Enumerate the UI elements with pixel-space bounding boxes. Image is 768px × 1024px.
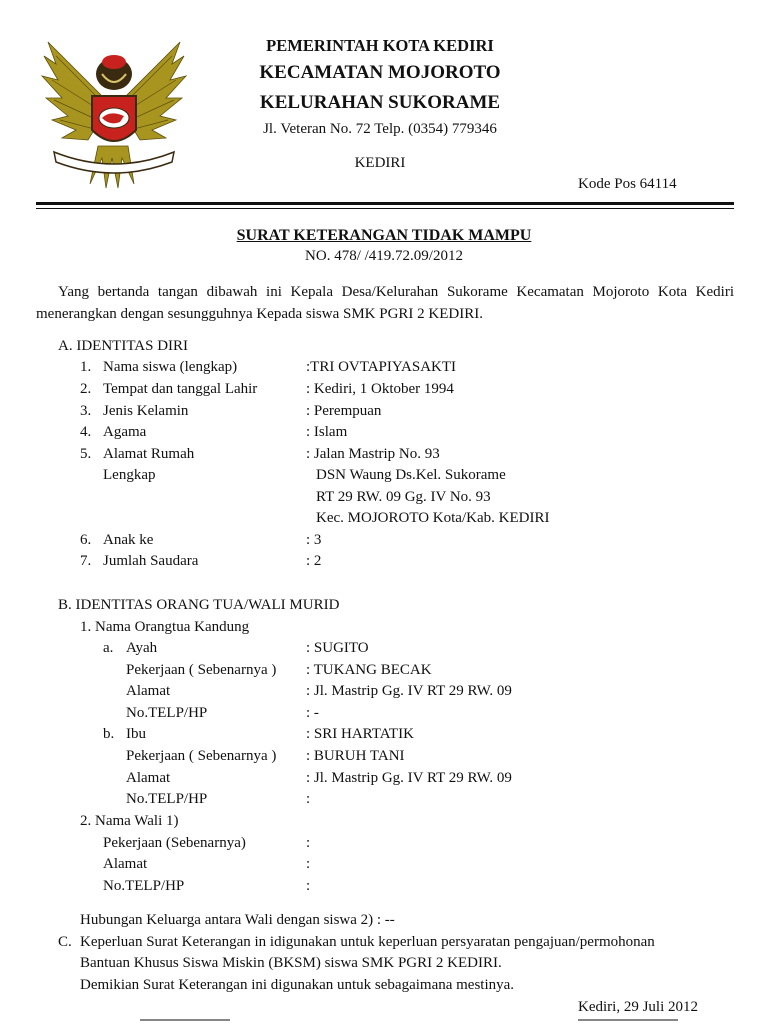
field-value: :	[306, 791, 311, 807]
field-value: : BURUH TANI	[306, 748, 405, 764]
field-label: Alamat	[103, 856, 148, 872]
field-label: Pekerjaan (Sebenarnya)	[103, 835, 246, 851]
letterhead-divider-thick	[36, 202, 734, 205]
district-heading: KECAMATAN MOJOROTO	[259, 62, 501, 83]
guardian-relation: Hubungan Keluarga antara Wali dengan siswa 2) : --	[80, 912, 395, 928]
field-label: Alamat	[126, 683, 171, 699]
field-label: Ibu	[126, 726, 146, 742]
field-value: : Jl. Mastrip Gg. IV RT 29 RW. 09	[306, 683, 512, 699]
section-b-heading: B. IDENTITAS ORANG TUA/WALI MURID	[58, 597, 340, 613]
field-value: : Perempuan	[306, 403, 382, 419]
item-marker: b.	[103, 726, 115, 742]
address-line: RT 29 RW. 09 Gg. IV No. 93	[316, 489, 491, 505]
field-label: Anak ke	[103, 532, 154, 548]
letter-number: NO. 478/ /419.72.09/2012	[305, 248, 463, 264]
field-label: No.TELP/HP	[126, 791, 208, 807]
office-address: Jl. Veteran No. 72 Telp. (0354) 779346	[263, 121, 497, 137]
field-value: : SRI HARTATIK	[306, 726, 414, 742]
field-value: : 3	[306, 532, 322, 548]
item-number: 7.	[80, 553, 92, 569]
address-line: Kec. MOJOROTO Kota/Kab. KEDIRI	[316, 510, 550, 526]
item-number: 2.	[80, 381, 92, 397]
cropped-signatory-title	[578, 1019, 678, 1024]
item-marker: a.	[103, 640, 114, 656]
intro-paragraph: Yang bertanda tangan dibawah ini Kepala Desa/Kelurahan Sukorame Kecamatan Mojoroto Kota Kediri menerangkan dengan sesungguhnya Kepada siswa SMK PGRI 2 KEDIRI.	[36, 284, 734, 322]
field-label: Ayah	[126, 640, 158, 656]
field-label: Alamat Rumah	[103, 446, 195, 462]
government-heading: PEMERINTAH KOTA KEDIRI	[266, 36, 494, 55]
cropped-signature-label	[140, 1019, 230, 1024]
section-c-line-2: Bantuan Khusus Siswa Miskin (BKSM) siswa SMK PGRI 2 KEDIRI.	[80, 955, 502, 971]
field-label: Lengkap	[103, 467, 156, 483]
field-value: :	[306, 856, 311, 872]
letterhead-divider-thin	[36, 208, 734, 209]
field-value: :	[306, 878, 311, 894]
field-label: Pekerjaan ( Sebenarnya )	[126, 662, 277, 678]
field-label: Alamat	[126, 770, 171, 786]
field-label: Agama	[103, 424, 147, 440]
field-value: : Jalan Mastrip No. 93	[306, 446, 440, 462]
postal-code: Kode Pos 64114	[578, 176, 677, 192]
section-c-marker: C.	[58, 934, 72, 950]
field-value: :	[306, 835, 311, 851]
letter-title: SURAT KETERANGAN TIDAK MAMPU	[236, 227, 532, 244]
section-c-line-1: Keperluan Surat Keterangan in idigunakan untuk keperluan persyaratan pengajuan/permohonan	[80, 934, 655, 950]
field-value: :TRI OVTAPIYASAKTI	[306, 359, 457, 375]
kediri-city-emblem-logo	[38, 34, 190, 194]
field-label: Jumlah Saudara	[103, 553, 199, 569]
item-number: 5.	[80, 446, 92, 462]
address-line: DSN Waung Ds.Kel. Sukorame	[316, 467, 506, 483]
guardian-heading: 2. Nama Wali 1)	[80, 813, 179, 829]
field-label: No.TELP/HP	[103, 878, 185, 894]
field-value: : 2	[306, 553, 322, 569]
field-label: Pekerjaan ( Sebenarnya )	[126, 748, 277, 764]
item-number: 3.	[80, 403, 92, 419]
field-value: : SUGITO	[306, 640, 369, 656]
item-number: 4.	[80, 424, 92, 440]
field-value: : Islam	[306, 424, 348, 440]
field-label: No.TELP/HP	[126, 705, 208, 721]
field-label: Tempat dan tanggal Lahir	[103, 381, 258, 397]
village-heading: KELURAHAN SUKORAME	[259, 92, 501, 113]
item-number: 6.	[80, 532, 92, 548]
field-value: : TUKANG BECAK	[306, 662, 432, 678]
field-value: : -	[306, 705, 319, 721]
field-label: Nama siswa (lengkap)	[103, 359, 238, 375]
field-value: : Kediri, 1 Oktober 1994	[306, 381, 454, 397]
parents-heading: 1. Nama Orangtua Kandung	[80, 619, 250, 635]
office-city: KEDIRI	[354, 155, 406, 171]
field-label: Jenis Kelamin	[103, 403, 189, 419]
item-number: 1.	[80, 359, 92, 375]
field-value: : Jl. Mastrip Gg. IV RT 29 RW. 09	[306, 770, 512, 786]
closing-statement: Demikian Surat Keterangan ini digunakan untuk sebagaimana mestinya.	[80, 977, 515, 993]
section-a-heading: A. IDENTITAS DIRI	[58, 338, 189, 354]
place-date: Kediri, 29 Juli 2012	[578, 999, 698, 1015]
